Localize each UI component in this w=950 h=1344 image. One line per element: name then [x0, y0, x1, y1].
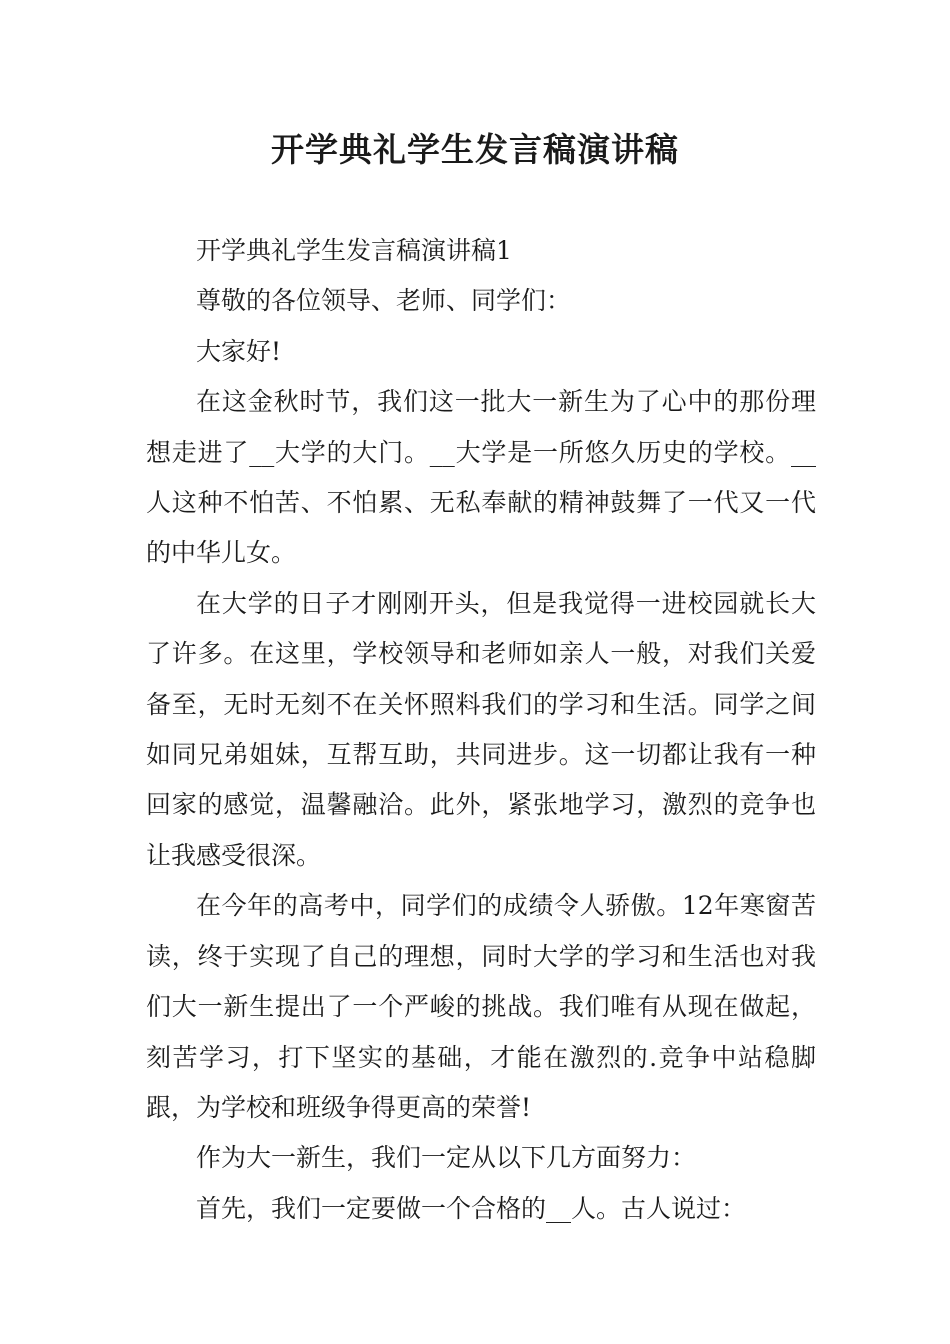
- document-title: 开学典礼学生发言稿演讲稿: [271, 130, 679, 169]
- paragraph: 作为大一新生，我们一定从以下几方面努力：: [196, 1143, 697, 1173]
- paragraph-salutation: 尊敬的各位领导、老师、同学们：: [196, 286, 572, 316]
- paragraph-heading: 开学典礼学生发言稿演讲稿1: [196, 236, 512, 265]
- document-body: [146, 226, 816, 1234]
- paragraph-greeting: 大家好!: [196, 336, 282, 366]
- paragraph: 在大学的日子才刚刚开头，但是我觉得一进校园就长大了许多。在这里，学校领导和老师如亲人一般，对我们关爱备至，无时无刻不在关怀照料我们的学习和生活。同学之间如同兄弟姐妹，互帮互助，共同进步。这一切都让我有一种回家的感觉，温馨融洽。此外，紧张地学习，激烈的竞争也让我感受很深。: [146, 588, 816, 870]
- paragraph: 在这金秋时节，我们这一批大一新生为了心中的那份理想走进了__大学的大门。__大学是一所悠久历史的学校。__人这种不怕苦、不怕累、无私奉献的精神鼓舞了一代又一代的中华儿女。: [146, 387, 816, 568]
- paragraph: 在今年的高考中，同学们的成绩令人骄傲。12年寒窗苦读，终于实现了自己的理想，同时大学的学习和生活也对我们大一新生提出了一个严峻的挑战。我们唯有从现在做起，刻苦学习，打下坚实的基础，才能在激烈的.竞争中站稳脚跟，为学校和班级争得更高的荣誉!: [146, 891, 816, 1122]
- paragraph: 首先，我们一定要做一个合格的__人。古人说过：: [196, 1193, 747, 1223]
